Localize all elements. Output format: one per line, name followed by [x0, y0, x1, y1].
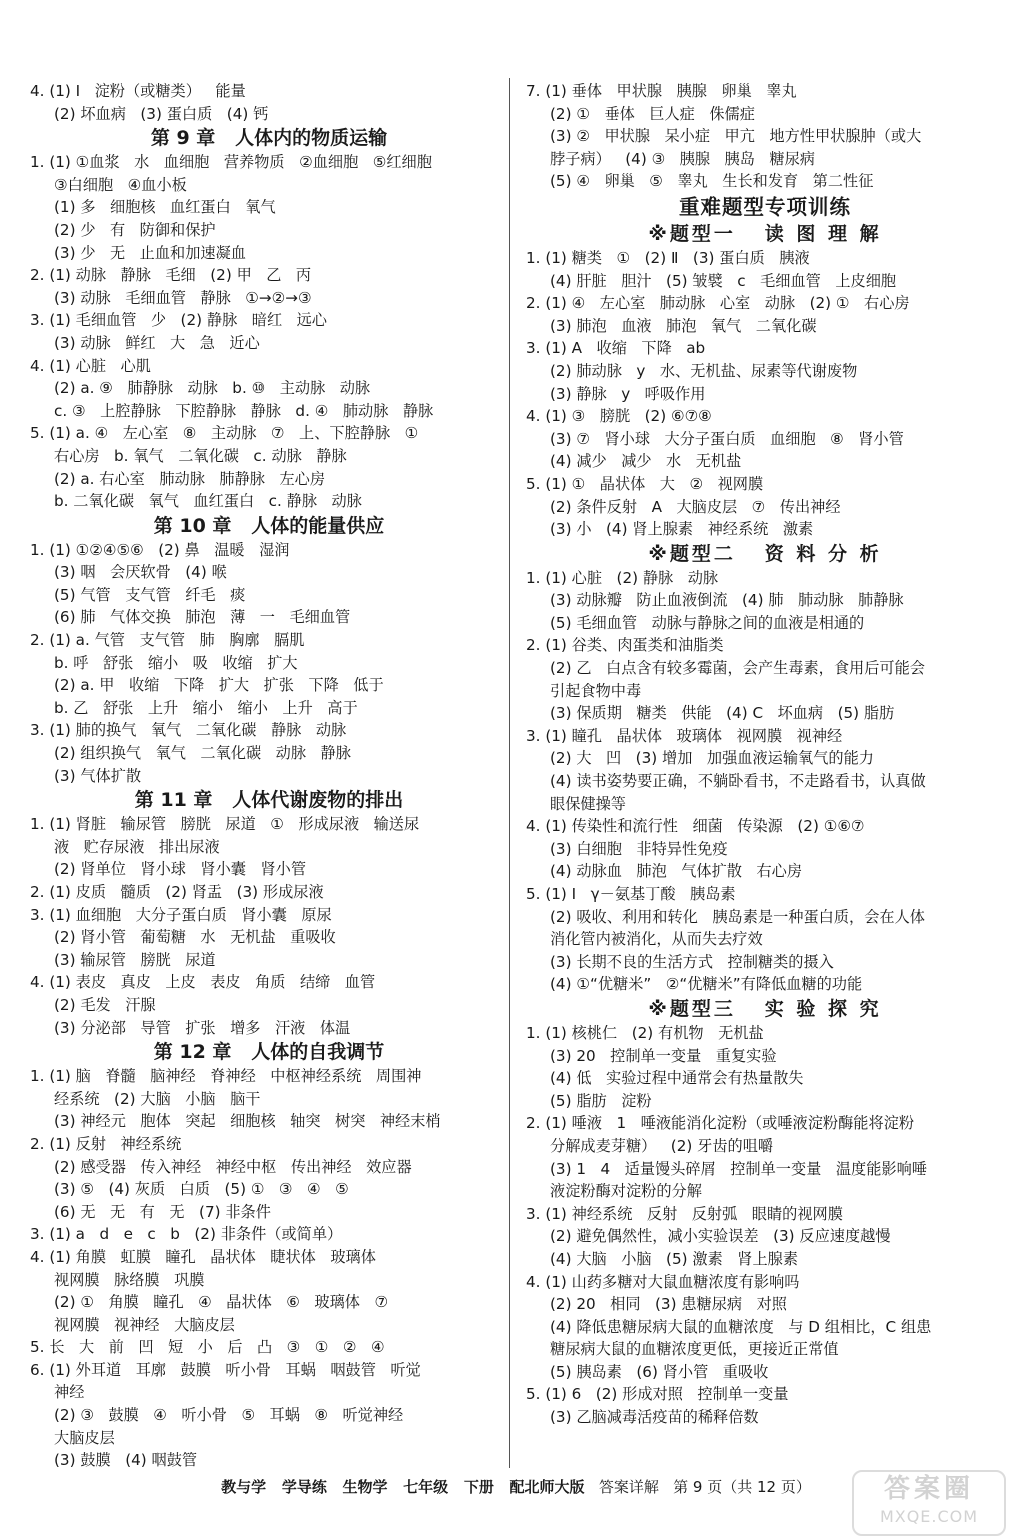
answer-subline: 神经 — [54, 1383, 85, 1402]
answer-subline: 糖尿病大鼠的血糖浓度更低，更接近正常值 — [550, 1340, 839, 1359]
answer-subline: (4) 大脑 小脑 (5) 激素 肾上腺素 — [550, 1249, 799, 1268]
answer-subline: (3) 静脉 y 呼吸作用 — [550, 384, 706, 403]
answer-line: 1. (1) ①②④⑤⑥ (2) 鼻 温暖 湿润 — [30, 540, 290, 559]
answer-line: 1. (1) 心脏 (2) 静脉 动脉 — [526, 568, 719, 587]
answer-subline: 大脑皮层 — [54, 1428, 115, 1447]
answer-subline: (2) ③ 鼓膜 ④ 听小骨 ⑤ 耳蜗 ⑧ 听觉神经 — [54, 1406, 404, 1425]
answer-subline: (2) a. 右心室 肺动脉 肺静脉 左心房 — [54, 469, 326, 488]
answer-line: 4. (1) 传染性和流行性 细菌 传染源 (2) ①⑥⑦ — [526, 817, 865, 836]
answer-subline: (2) 乙 白点含有较多霉菌，会产生毒素，食用后可能会 — [550, 659, 925, 678]
answer-subline: (3) 分泌部 导管 扩张 增多 汗液 体温 — [54, 1018, 351, 1037]
answer-subline: (3) 小 (4) 肾上腺素 神经系统 激素 — [550, 520, 814, 539]
answer-subline: (2) ① 角膜 瞳孔 ④ 晶状体 ⑥ 玻璃体 ⑦ — [54, 1293, 389, 1312]
answer-subline: (3) 1 4 适量馒头碎屑 控制单一变量 温度能影响唾 — [550, 1159, 927, 1178]
answer-subline: 脖子病） (4) ③ 胰腺 胰岛 糖尿病 — [550, 149, 815, 168]
answer-subline: (2) 条件反射 A 大脑皮层 ⑦ 传出神经 — [550, 497, 841, 516]
answer-line: 2. (1) 皮质 髓质 (2) 肾盂 (3) 形成尿液 — [30, 883, 324, 901]
answer-subline: (3) 肺泡 血液 肺泡 氧气 二氧化碳 — [550, 316, 817, 335]
answer-subline: (2) 肾单位 肾小球 肾小囊 肾小管 — [54, 860, 307, 879]
answer-line: 1. (1) 核桃仁 (2) 有机物 无机盐 — [526, 1023, 764, 1042]
answer-subline: (3) 乙脑减毒活疫苗的稀释倍数 — [550, 1408, 759, 1427]
answer-line: 1. (1) 脑 脊髓 脑神经 脊神经 中枢神经系统 周围神 — [30, 1067, 422, 1086]
section-heading: 重难题型专项训练 — [679, 194, 851, 219]
watermark-top-text: 答案圈 — [883, 1474, 974, 1504]
answer-subline: (3) 气体扩散 — [54, 766, 142, 785]
section-heading: ※题型三 实 验 探 究 — [648, 997, 882, 1020]
column-divider — [509, 78, 510, 1468]
answer-subline: (3) 鼓膜 (4) 咽鼓管 — [54, 1451, 198, 1470]
section-heading: ※题型二 资 料 分 析 — [648, 542, 882, 565]
answer-subline: (4) ①“优糖米” ②“优糖米”有降低血糖的功能 — [550, 975, 863, 994]
section-heading: 第 10 章 人体的能量供应 — [153, 514, 385, 537]
answer-line: 1. (1) ①血浆 水 血细胞 营养物质 ②血细胞 ⑤红细胞 — [30, 153, 432, 172]
answer-subline: (2) 大 凹 (3) 增加 加强血液运输氧气的能力 — [550, 749, 874, 768]
answer-line: 2. (1) 谷类、肉蛋类和油脂类 — [526, 636, 724, 655]
answer-subline: (2) 毛发 汗腺 — [54, 995, 156, 1014]
answer-line: 2. (1) 动脉 静脉 毛细 (2) 甲 乙 丙 — [30, 266, 312, 285]
answer-subline: (4) 低 实验过程中通常会有热量散失 — [550, 1069, 804, 1088]
answer-subline: (3) ⑤ (4) 灰质 白质 (5) ① ③ ④ ⑤ — [54, 1180, 349, 1199]
answer-subline: (4) 肝脏 胆汁 (5) 皱襞 c 毛细血管 上皮细胞 — [550, 271, 897, 290]
section-heading: 第 11 章 人体代谢废物的排出 — [134, 789, 404, 812]
answer-subline: (3) 保质期 糖类 供能 (4) C 坏血病 (5) 脂肪 — [550, 704, 895, 723]
answer-line: 4. (1) ③ 膀胱 (2) ⑥⑦⑧ — [526, 407, 712, 426]
answer-subline: (4) 读书姿势要正确，不躺卧看书，不走路看书，认真做 — [550, 772, 926, 791]
answer-line: 4. (1) Ⅰ 淀粉（或糖类） 能量 — [30, 82, 246, 100]
answer-line: 3. (1) A 收缩 下降 ab — [526, 339, 706, 358]
answer-subline: (3) ② 甲状腺 呆小症 甲亢 地方性甲状腺肿（或大 — [550, 127, 922, 146]
answer-subline: (5) 毛细血管 动脉与静脉之间的血液是相通的 — [550, 613, 865, 632]
answer-line: 3. (1) 肺的换气 氧气 二氧化碳 静脉 动脉 — [30, 721, 347, 740]
answer-subline: b. 乙 舒张 上升 缩小 缩小 上升 高于 — [54, 698, 358, 717]
answer-line: 2. (1) a. 气管 支气管 肺 胸廓 膈肌 — [30, 631, 305, 650]
answer-subline: (2) a. 甲 收缩 下降 扩大 扩张 下降 低于 — [54, 676, 384, 695]
answer-subline: (3) 长期不良的生活方式 控制糖类的摄入 — [550, 952, 834, 971]
answer-subline: (3) 动脉瓣 防止血液倒流 (4) 肺 肺动脉 肺静脉 — [550, 591, 904, 610]
answer-subline: (3) 输尿管 膀胱 尿道 — [54, 950, 216, 969]
section-heading: 第 12 章 人体的自我调节 — [153, 1041, 385, 1064]
watermark-logo — [852, 1470, 1006, 1536]
answer-subline: (2) 肺动脉 y 水、无机盐、尿素等代谢废物 — [550, 361, 858, 380]
answer-subline: (2) 避免偶然性，减小实验误差 (3) 反应速度越慢 — [550, 1227, 891, 1246]
answer-subline: (2) 20 相同 (3) 患糖尿病 对照 — [550, 1295, 787, 1314]
answer-line: 4. (1) 角膜 虹膜 瞳孔 晶状体 睫状体 玻璃体 — [30, 1247, 376, 1266]
answer-line: 3. (1) a d e c b (2) 非条件（或简单） — [30, 1225, 343, 1244]
answer-line: 3. (1) 血细胞 大分子蛋白质 肾小囊 原尿 — [30, 905, 332, 924]
answer-subline: (3) 少 无 止血和加速凝血 — [54, 243, 246, 262]
answer-subline: ③白细胞 ④血小板 — [54, 175, 187, 194]
answer-subline: (5) 胰岛素 (6) 肾小管 重吸收 — [550, 1362, 769, 1381]
answer-line: 7. (1) 垂体 甲状腺 胰腺 卵巢 睾丸 — [526, 82, 797, 100]
answer-subline: (2) a. ⑨ 肺静脉 动脉 b. ⑩ 主动脉 动脉 — [54, 379, 371, 398]
left-column — [30, 80, 508, 1472]
answer-subline: (3) 动脉 鲜红 大 急 近心 — [54, 333, 260, 352]
answer-subline: 视网膜 脉络膜 巩膜 — [54, 1270, 205, 1289]
answer-subline: (5) 脂肪 淀粉 — [550, 1091, 652, 1110]
answer-subline: (4) 动脉血 肺泡 气体扩散 右心房 — [550, 862, 803, 881]
answer-subline: (3) 神经元 胞体 突起 细胞核 轴突 树突 神经末梢 — [54, 1112, 441, 1131]
answer-line: 5. (1) 6 (2) 形成对照 控制单一变量 — [526, 1385, 789, 1404]
answer-subline: (2) 吸收、利用和转化 胰岛素是一种蛋白质，会在人体 — [550, 907, 925, 926]
section-heading: ※题型一 读 图 理 解 — [648, 222, 882, 245]
answer-subline: (2) 感受器 传入神经 神经中枢 传出神经 效应器 — [54, 1157, 412, 1176]
footer-book-info: 教与学 学导练 生物学 七年级 下册 配北师大版 — [221, 1478, 585, 1496]
watermark-bottom-text: MXQE.COM — [879, 1507, 979, 1526]
answer-subline: (2) 坏血病 (3) 蛋白质 (4) 钙 — [54, 104, 269, 123]
answer-subline: (2) 组织换气 氧气 二氧化碳 动脉 静脉 — [54, 744, 351, 763]
answer-subline: b. 呼 舒张 缩小 吸 收缩 扩大 — [54, 653, 298, 672]
answer-subline: 引起食物中毒 — [550, 681, 642, 700]
answer-subline: (3) 20 控制单一变量 重复实验 — [550, 1046, 777, 1065]
answer-subline: (2) ① 垂体 巨人症 侏儒症 — [550, 104, 755, 123]
answer-subline: (1) 多 细胞核 血红蛋白 氧气 — [54, 198, 276, 217]
answer-line: 1. (1) 糖类 ① (2) Ⅱ (3) 蛋白质 胰液 — [526, 248, 810, 267]
answer-subline: (6) 无 无 有 无 (7) 非条件 — [54, 1202, 271, 1221]
answer-line: 5. (1) a. ④ 左心室 ⑧ 主动脉 ⑦ 上、下腔静脉 ① — [30, 424, 419, 443]
answer-subline: (3) ⑦ 肾小球 大分子蛋白质 血细胞 ⑧ 肾小管 — [550, 429, 904, 448]
answer-subline: 消化管内被消化，从而失去疗效 — [550, 930, 763, 949]
answer-subline: (2) 肾小管 葡萄糖 水 无机盐 重吸收 — [54, 928, 336, 947]
answer-line: 5. 长 大 前 凹 短 小 后 凸 ③ ① ② ④ — [30, 1338, 385, 1357]
answer-line: 4. (1) 心脏 心肌 — [30, 356, 151, 375]
answer-subline: (3) 咽 会厌软骨 (4) 喉 — [54, 563, 227, 582]
answer-line: 3. (1) 毛细血管 少 (2) 静脉 暗红 远心 — [30, 311, 327, 330]
answer-line: 6. (1) 外耳道 耳廓 鼓膜 听小骨 耳蜗 咽鼓管 听觉 — [30, 1360, 421, 1379]
answer-subline: 液淀粉酶对淀粉的分解 — [550, 1182, 702, 1201]
answer-subline: (2) 少 有 防御和保护 — [54, 220, 216, 239]
answer-subline: (5) 气管 支气管 纤毛 痰 — [54, 585, 246, 604]
answer-subline: 眼保健操等 — [550, 794, 626, 813]
answer-subline: (4) 减少 减少 水 无机盐 — [550, 452, 742, 471]
answer-subline: 液 贮存尿液 排出尿液 — [54, 837, 220, 856]
answer-line: 1. (1) 肾脏 输尿管 膀胱 尿道 ① 形成尿液 输送尿 — [30, 815, 420, 834]
answer-line: 5. (1) ① 晶状体 大 ② 视网膜 — [526, 474, 764, 493]
answer-subline: (3) 白细胞 非特异性免疫 — [550, 839, 728, 858]
answer-subline: (3) 动脉 毛细血管 静脉 ①→②→③ — [54, 288, 312, 307]
footer-page-info: 答案详解 第 9 页（共 12 页） — [584, 1478, 811, 1496]
answer-subline: 分解成麦芽糖） (2) 牙齿的咀嚼 — [550, 1136, 774, 1155]
answer-subline: (4) 降低患糖尿病大鼠的血糖浓度 与 D 组相比，C 组患 — [550, 1317, 932, 1336]
answer-line: 2. (1) ④ 左心室 肺动脉 心室 动脉 (2) ① 右心房 — [526, 294, 910, 313]
answer-line: 4. (1) 表皮 真皮 上皮 表皮 角质 结缔 血管 — [30, 973, 376, 992]
answer-subline: (6) 肺 气体交换 肺泡 薄 一 毛细血管 — [54, 608, 351, 627]
answer-subline: (5) ④ 卵巢 ⑤ 睾丸 生长和发育 第二性征 — [550, 172, 874, 191]
section-heading: 第 9 章 人体内的物质运输 — [150, 127, 388, 150]
answer-subline: 右心房 b. 氧气 二氧化碳 c. 动脉 静脉 — [54, 446, 347, 465]
answer-line: 3. (1) 瞳孔 晶状体 玻璃体 视网膜 视神经 — [526, 726, 843, 745]
answer-subline: b. 二氧化碳 氧气 血红蛋白 c. 静脉 动脉 — [54, 492, 362, 511]
answer-line: 3. (1) 神经系统 反射 反射弧 眼睛的视网膜 — [526, 1204, 843, 1223]
answer-subline: c. ③ 上腔静脉 下腔静脉 静脉 d. ④ 肺动脉 静脉 — [54, 401, 434, 420]
right-column — [526, 80, 1004, 1429]
answer-subline: 经系统 (2) 大脑 小脑 脑干 — [54, 1089, 261, 1108]
answer-line: 5. (1) Ⅰ γ－氨基丁酸 胰岛素 — [526, 885, 736, 903]
answer-line: 2. (1) 唾液 1 唾液能消化淀粉（或唾液淀粉酶能将淀粉 — [526, 1114, 915, 1133]
answer-line: 2. (1) 反射 神经系统 — [30, 1134, 182, 1153]
answer-subline: 视网膜 视神经 大脑皮层 — [54, 1315, 235, 1334]
answer-line: 4. (1) 山药多糖对大鼠血糖浓度有影响吗 — [526, 1272, 800, 1291]
